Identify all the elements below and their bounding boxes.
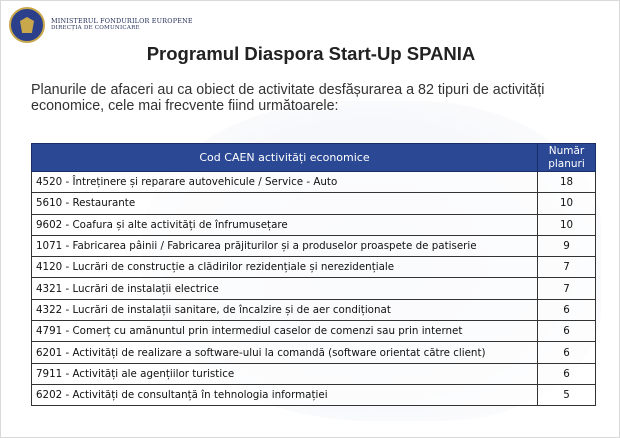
table-row <box>32 172 596 193</box>
department-name: DIRECȚIA DE COMUNICARE <box>51 25 140 32</box>
table-row <box>32 384 596 405</box>
activity-cell: 6202 - Activități de consultanță în tehnologia informației <box>32 384 538 405</box>
activity-cell: 5610 - Restaurante <box>32 193 538 214</box>
count-cell: 10 <box>538 193 596 214</box>
count-cell: 7 <box>538 257 596 278</box>
activity-column-header: Cod CAEN activități economice <box>32 144 538 172</box>
ministry-header <box>9 7 193 43</box>
table-row <box>32 278 596 299</box>
count-cell: 5 <box>538 384 596 405</box>
activity-cell: 4120 - Lucrări de construcție a clădirilor rezidențiale și nerezidențiale <box>32 257 538 278</box>
table-row <box>32 321 596 342</box>
coat-of-arms-icon <box>9 7 45 43</box>
activity-cell: 4791 - Comerț cu amănuntul prin intermediul caselor de comenzi sau prin internet <box>32 321 538 342</box>
table-row <box>32 257 596 278</box>
table-row <box>32 235 596 256</box>
activity-cell: 7911 - Activități ale agențiilor turistice <box>32 363 538 384</box>
table-row <box>32 299 596 320</box>
count-cell: 10 <box>538 214 596 235</box>
activity-cell: 4322 - Lucrări de instalații sanitare, de încalzire și de aer condiționat <box>32 299 538 320</box>
table-header-row <box>32 144 596 172</box>
count-cell: 18 <box>538 172 596 193</box>
count-column-header: Număr planuri <box>538 144 596 172</box>
count-cell: 6 <box>538 299 596 320</box>
count-cell: 7 <box>538 278 596 299</box>
table-row <box>32 214 596 235</box>
activity-cell: 4321 - Lucrări de instalații electrice <box>32 278 538 299</box>
count-cell: 9 <box>538 235 596 256</box>
activity-cell: 9602 - Coafura și alte activități de înfrumusețare <box>32 214 538 235</box>
activity-cell: 4520 - Întreținere și reparare autovehicule / Service - Auto <box>32 172 538 193</box>
activity-cell: 6201 - Activități de realizare a software-ului la comandă (software orientat către client) <box>32 342 538 363</box>
intro-text: Planurile de afaceri au ca obiect de activitate desfășurarea a 82 tipuri de activități economice, cele mai frecvente fiind următoarele: <box>31 82 545 114</box>
count-cell: 6 <box>538 363 596 384</box>
table-row <box>32 363 596 384</box>
table-row <box>32 342 596 363</box>
ministry-name: MINISTERUL FONDURILOR EUROPENE <box>51 17 193 25</box>
count-cell: 6 <box>538 321 596 342</box>
table-row <box>32 193 596 214</box>
page-title: Programul Diaspora Start-Up SPANIA <box>146 43 476 64</box>
activity-cell: 1071 - Fabricarea pâinii / Fabricarea prăjiturilor și a produselor proaspete de patiserie <box>32 235 538 256</box>
activities-table <box>31 143 596 406</box>
count-cell: 6 <box>538 342 596 363</box>
